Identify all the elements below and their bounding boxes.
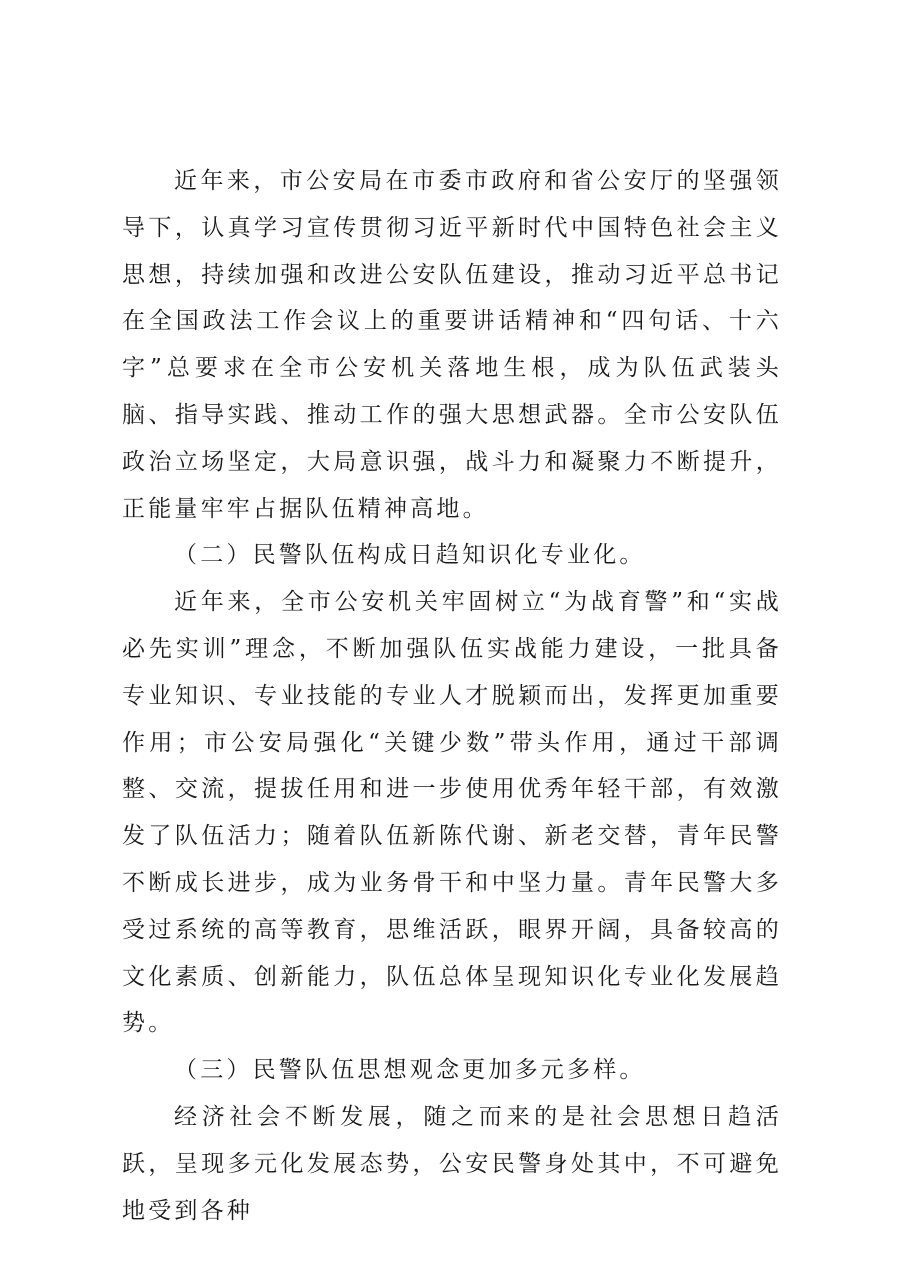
paragraph-section-3: 经济社会不断发展，随之而来的是社会思想日趋活跃，呈现多元化发展态势，公安民警身处其中，不可避免地受到各种 (122, 1103, 782, 1224)
paragraph-section-2: 近年来，全市公安机关牢固树立“为战育警”和“实战必先实训”理念，不断加强队伍实战能力建设，一批具备专业知识、专业技能的专业人才脱颖而出，发挥更加重要作用；市公安局强化“关键少数”带头作用，通过干部调整、交流，提拔任用和进一步使用优秀年轻干部，有效激发了队伍活力；随着队伍新陈代谢、新老交替，青年民警不断成长进步，成为业务骨干和中坚力量。青年民警大多受过系统的高等教育，思维活跃，眼界开阔，具备较高的文化素质、创新能力，队伍总体呈现知识化专业化发展趋势。 (122, 589, 782, 1037)
section-heading-3: （三）民警队伍思想观念更加多元多样。 (174, 1057, 646, 1084)
document-body (122, 158, 782, 1234)
paragraph-intro: 近年来，市公安局在市委市政府和省公安厅的坚强领导下，认真学习宣传贯彻习近平新时代中国特色社会主义思想，持续加强和改进公安队伍建设，推动习近平总书记在全国政法工作会议上的重要讲话精神和“四句话、十六字”总要求在全市公安机关落地生根，成为队伍武装头脑、指导实践、推动工作的强大思想武器。全市公安队伍政治立场坚定，大局意识强，战斗力和凝聚力不断提升，正能量牢牢占据队伍精神高地。 (122, 168, 782, 522)
section-heading-2: （二）民警队伍构成日趋知识化专业化。 (174, 542, 646, 569)
